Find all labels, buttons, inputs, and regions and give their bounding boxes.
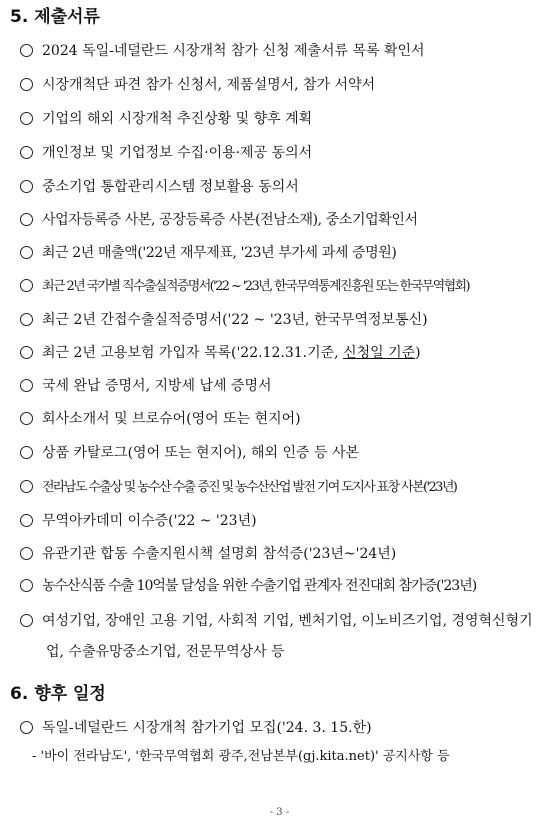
circle-bullet-icon [20, 412, 33, 425]
list-item-text: 최근 2년 매출액('22년 재무제표, '23년 부가세 과세 증명원) [42, 245, 397, 261]
circle-bullet-icon [20, 112, 33, 125]
list-item-text: 독일-네덜란드 시장개척 참가기업 모집('24. 3. 15.한) [42, 720, 372, 736]
circle-bullet-icon [20, 346, 33, 359]
list-item-text: 회사소개서 및 브로슈어(영어 또는 현지어) [42, 411, 301, 427]
circle-bullet-icon [20, 514, 33, 527]
closing-paren: ) [415, 345, 421, 361]
list-item-text: 최근 2년 간접수출실적증명서('22 ~ '23년, 한국무역정보통신) [42, 312, 428, 328]
list-item-text: 최근 2년 고용보험 가입자 목록('22.12.31.기준, [42, 345, 344, 361]
list-item [20, 718, 548, 738]
list-item [20, 41, 548, 61]
list-item [20, 310, 548, 330]
list-item-text: 여성기업, 장애인 고용 기업, 사회적 기업, 벤처기업, 이노비즈기업, 경영혁신형기업, 수출유망중소기업, 전문무역상사 등 [42, 613, 533, 660]
list-item [20, 243, 548, 263]
list-item-text: 중소기업 통합관리시스템 정보활용 동의서 [42, 179, 299, 195]
list-item [20, 109, 548, 129]
circle-bullet-icon [20, 279, 33, 292]
list-item-text: 기업의 해외 시장개척 추진상황 및 향후 계획 [42, 111, 313, 127]
list-item-text: 시장개척단 파견 참가 신청서, 제품설명서, 참가 서약서 [42, 77, 376, 93]
circle-bullet-icon [20, 579, 33, 592]
list-item [20, 544, 548, 564]
list-item [20, 210, 548, 230]
circle-bullet-icon [20, 246, 33, 259]
list-item [20, 409, 548, 429]
circle-bullet-icon [20, 44, 33, 57]
circle-bullet-icon [20, 614, 33, 627]
list-item [20, 343, 548, 363]
section-5-heading: 5. 제출서류 [10, 7, 100, 27]
list-item-text: 2024 독일-네덜란드 시장개척 참가 신청 제출서류 목록 확인서 [42, 43, 425, 59]
list-item-text: 상품 카탈로그(영어 또는 현지어), 해외 인증 등 사본 [42, 445, 360, 461]
circle-bullet-icon [20, 78, 33, 91]
sub-list-item: - '바이 전라남도', '한국무역협회 광주,전남본부(gj.kita.net)' 공지사항 등 [32, 749, 450, 764]
list-item [20, 75, 548, 95]
list-item-text: 농수산식품 수출 10억불 달성을 위한 수출기업 관계자 전진대회 참가증('23년) [42, 578, 477, 594]
list-item-text: 유관기관 합동 수출지원시책 설명회 참석증('23년~'24년) [42, 546, 397, 562]
circle-bullet-icon [20, 721, 33, 734]
circle-bullet-icon [20, 480, 33, 493]
circle-bullet-icon [20, 379, 33, 392]
list-item [20, 477, 548, 498]
list-item-text: 개인정보 및 기업정보 수집·이용·제공 동의서 [42, 145, 313, 161]
list-item [20, 177, 548, 197]
list-item [20, 606, 548, 668]
list-item [20, 511, 548, 531]
underlined-deadline-text: 신청일 기준 [343, 345, 416, 361]
list-item-text: 사업자등록증 사본, 공장등록증 사본(전남소재), 중소기업확인서 [42, 212, 418, 228]
list-item [20, 276, 548, 297]
list-item-text: 국세 완납 증명서, 지방세 납세 증명서 [42, 378, 272, 394]
list-item [20, 443, 548, 463]
circle-bullet-icon [20, 180, 33, 193]
circle-bullet-icon [20, 446, 33, 459]
list-item-text: 무역아카데미 이수증('22 ~ '23년) [42, 513, 257, 529]
list-item [20, 143, 548, 163]
circle-bullet-icon [20, 146, 33, 159]
list-item [20, 576, 548, 596]
circle-bullet-icon [20, 547, 33, 560]
page-number: - 3 - [269, 807, 290, 818]
list-item-text: 최근 2년 국가별 직수출실적증명서('22 ~ '23년, 한국무역통계진흥원 또는 한국무역협회) [42, 279, 469, 294]
circle-bullet-icon [20, 213, 33, 226]
list-item [20, 376, 548, 396]
circle-bullet-icon [20, 313, 33, 326]
section-6-heading: 6. 향후 일정 [10, 684, 106, 704]
list-item-text: 전라남도 수출상 및 농수산 수출 증진 및 농수산산업 발전 기여 도지사 표창 사본('23년) [42, 480, 457, 495]
